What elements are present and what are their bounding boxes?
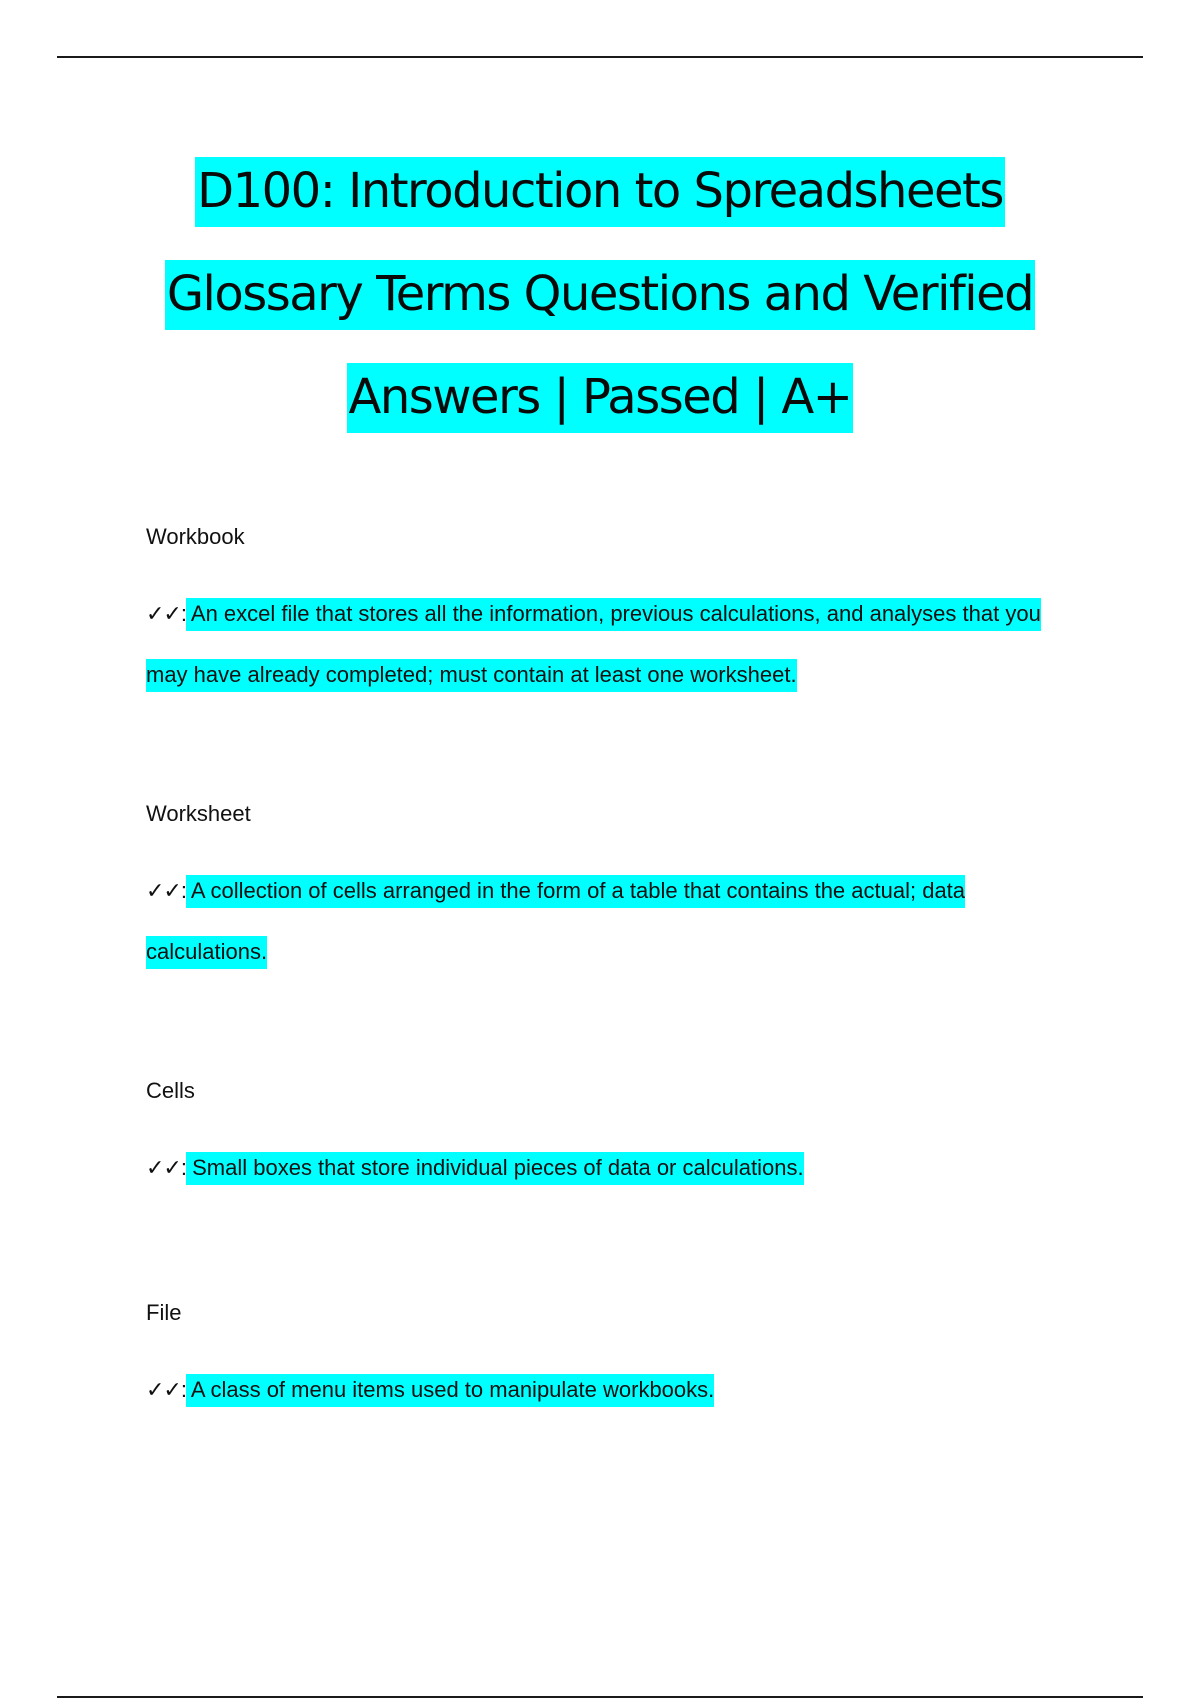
glossary-definition: [146, 583, 1076, 705]
check-mark-icon: ✓✓:: [146, 1377, 186, 1402]
title-line-1: D100: Introduction to Spreadsheets: [0, 140, 1200, 243]
definition-text: A class of menu items used to manipulate workbooks.: [186, 1374, 714, 1407]
glossary-definition: [146, 1137, 1076, 1198]
glossary-definition: [146, 860, 1076, 982]
glossary-term: Cells: [146, 1078, 195, 1103]
definition-text: An excel file that stores all the information, previous calculations, and analyses that you may have already completed; must contain at least one worksheet.: [146, 598, 1041, 692]
glossary-definition: [146, 1359, 1076, 1420]
title-line-3: Answers | Passed | A+: [0, 346, 1200, 449]
title-line-2: Glossary Terms Questions and Verified: [0, 243, 1200, 346]
check-mark-icon: ✓✓:: [146, 1155, 186, 1180]
header-rule: [57, 56, 1143, 58]
check-mark-icon: ✓✓:: [146, 878, 186, 903]
glossary-list: [146, 522, 1076, 1420]
footer-rule: [57, 1696, 1143, 1698]
glossary-entry: [146, 1298, 1076, 1420]
glossary-entry: [146, 799, 1076, 982]
glossary-term: File: [146, 1300, 182, 1325]
definition-text: A collection of cells arranged in the form of a table that contains the actual; data calculations.: [146, 875, 965, 969]
document-title: [0, 140, 1200, 449]
definition-text: Small boxes that store individual pieces of data or calculations.: [186, 1152, 804, 1185]
glossary-entry: [146, 1076, 1076, 1198]
glossary-term: Worksheet: [146, 801, 251, 826]
check-mark-icon: ✓✓:: [146, 601, 186, 626]
glossary-entry: [146, 522, 1076, 705]
glossary-term: Workbook: [146, 524, 245, 549]
